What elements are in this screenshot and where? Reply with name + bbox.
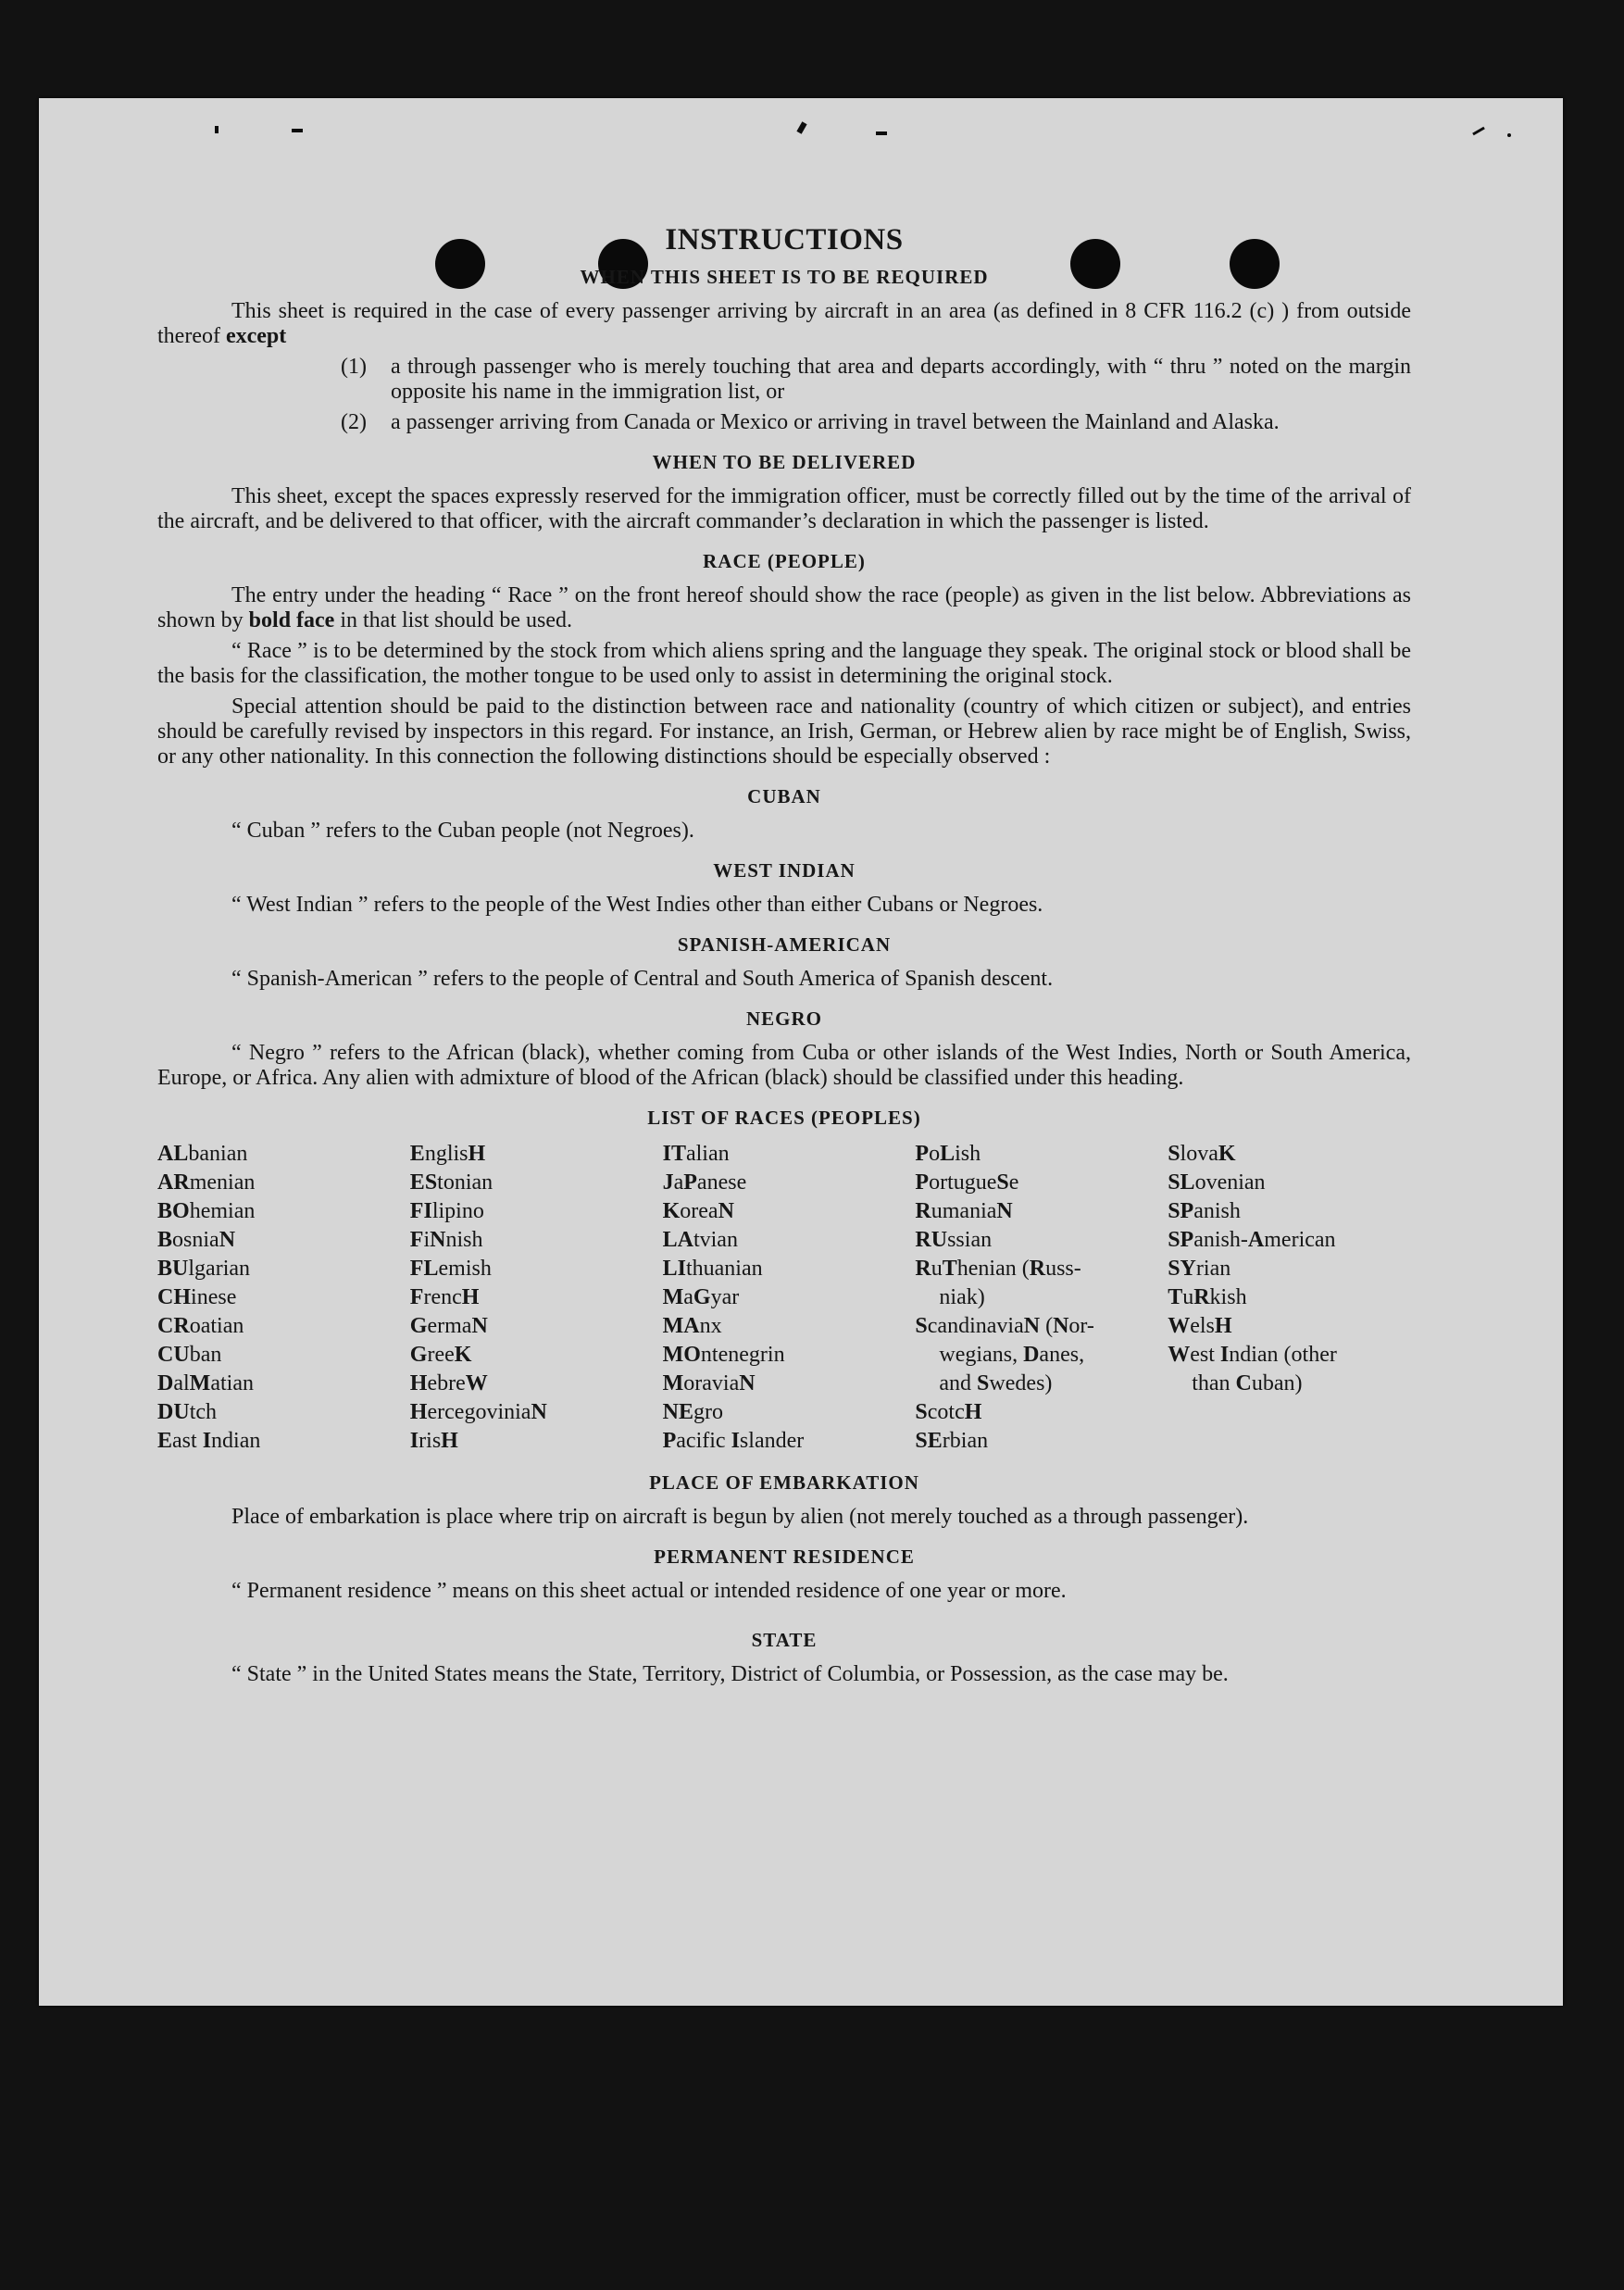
instructions-document xyxy=(157,222,1411,1693)
race-entry: and Swedes) xyxy=(939,1371,1053,1395)
race-entry: BosniaN xyxy=(157,1228,236,1252)
race-entry: SErbian xyxy=(915,1429,989,1453)
exception-item-2 xyxy=(157,410,1411,435)
race-entry: FIlipino xyxy=(409,1199,484,1223)
ink-mark xyxy=(796,121,806,133)
race-entry: ScandinaviaN (Nor- xyxy=(915,1314,1094,1338)
exception-item-1 xyxy=(157,355,1411,405)
race-entry: ALbanian xyxy=(157,1142,248,1166)
race-entry: East Indian xyxy=(157,1429,261,1453)
race-entry: FrencH xyxy=(409,1285,480,1309)
race-entry: niak) xyxy=(939,1285,985,1309)
races-column-2 xyxy=(410,1140,654,1456)
ink-mark xyxy=(876,131,887,135)
race-entry: IrisH xyxy=(409,1429,458,1453)
section-heading-embarkation: PLACE OF EMBARKATION xyxy=(649,1471,919,1494)
race-entry: MAnx xyxy=(662,1314,722,1338)
section-heading-when-delivered: WHEN TO BE DELIVERED xyxy=(652,451,917,473)
races-column-4 xyxy=(915,1140,1158,1456)
section-heading-list-of-races: LIST OF RACES (PEOPLES) xyxy=(647,1107,921,1129)
when-required-intro: This sheet is required in the case of every passenger arriving by aircraft in an area (as defined in 8 CFR 116.2 (c) ) from outside thereof except xyxy=(157,299,1411,348)
race-entry: CUban xyxy=(157,1343,222,1367)
west-indian-text: “ West Indian ” refers to the people of the West Indies other than either Cubans or Negroes. xyxy=(231,893,1043,917)
race-entry: SlovaK xyxy=(1168,1142,1236,1166)
ink-mark xyxy=(215,126,219,133)
race-entry: West Indian (other xyxy=(1168,1343,1337,1367)
section-heading-spanish-american: SPANISH-AMERICAN xyxy=(677,933,892,956)
races-column-1 xyxy=(157,1140,401,1456)
race-entry: FLemish xyxy=(409,1257,492,1281)
race-entry: TuRkish xyxy=(1168,1285,1247,1309)
race-entry: EnglisH xyxy=(409,1142,486,1166)
race-entry: SPanish-American xyxy=(1168,1228,1336,1252)
race-entry: wegians, Danes, xyxy=(939,1343,1085,1367)
exception-number: (1) xyxy=(341,355,367,379)
race-entry: KoreaN xyxy=(662,1199,734,1223)
races-column-3 xyxy=(663,1140,906,1456)
race-entry: HebreW xyxy=(409,1371,488,1395)
state-text: “ State ” in the United States means the State, Territory, District of Columbia, or Possession, as the case may be. xyxy=(231,1662,1229,1686)
section-heading-cuban: CUBAN xyxy=(747,785,821,807)
race-entry: MaGyar xyxy=(662,1285,740,1309)
when-delivered-text: This sheet, except the spaces expressly reserved for the immigration officer, must be correctly filled out by the time of the arrival of the aircraft, and be delivered to that officer, with the aircraft commander’s declaration in which the passenger is listed. xyxy=(157,484,1411,533)
race-entry: MoraviaN xyxy=(662,1371,756,1395)
ink-mark xyxy=(1507,133,1511,137)
ink-mark xyxy=(292,129,303,132)
race-entry: PoLish xyxy=(915,1142,981,1166)
embarkation-text: Place of embarkation is place where trip on aircraft is begun by alien (not merely touched as a through passenger). xyxy=(231,1505,1249,1529)
race-entry: WelsH xyxy=(1168,1314,1232,1338)
section-heading-state: STATE xyxy=(751,1629,818,1651)
race-entry: LIthuanian xyxy=(662,1257,763,1281)
race-entry: RUssian xyxy=(915,1228,993,1252)
race-entry: Pacific Islander xyxy=(662,1429,805,1453)
race-entry: SLovenian xyxy=(1168,1170,1266,1195)
race-entry: MOntenegrin xyxy=(662,1343,785,1367)
race-entry: ARmenian xyxy=(157,1170,256,1195)
race-entry: EStonian xyxy=(409,1170,493,1195)
race-paragraph-2: “ Race ” is to be determined by the stock from which aliens spring and the language they speak. The original stock or blood shall be the basis for the classification, the mother tongue to be used only to assist in determining the original stock. xyxy=(157,639,1411,688)
race-entry: CRoatian xyxy=(157,1314,244,1338)
negro-text: “ Negro ” refers to the African (black), whether coming from Cuba or other islands of the West Indies, North or South America, Europe, or Africa. Any alien with admixture of blood of the African (black) should be classified under this heading. xyxy=(157,1041,1411,1090)
section-heading-negro: NEGRO xyxy=(745,1007,822,1030)
race-entry: LAtvian xyxy=(662,1228,738,1252)
residence-text: “ Permanent residence ” means on this sheet actual or intended residence of one year or more. xyxy=(231,1579,1067,1603)
cuban-text: “ Cuban ” refers to the Cuban people (not Negroes). xyxy=(231,819,694,843)
races-column-5 xyxy=(1168,1140,1411,1456)
race-entry: CHinese xyxy=(157,1285,237,1309)
race-entry: SYrian xyxy=(1168,1257,1231,1281)
race-entry: GermaN xyxy=(409,1314,488,1338)
spanish-american-text: “ Spanish-American ” refers to the people of Central and South America of Spanish descent. xyxy=(231,967,1054,991)
ink-mark xyxy=(1472,127,1485,136)
race-entry: ITalian xyxy=(662,1142,730,1166)
race-entry: PortugueSe xyxy=(915,1170,1019,1195)
race-entry: BOhemian xyxy=(157,1199,256,1223)
section-heading-residence: PERMANENT RESIDENCE xyxy=(654,1545,915,1568)
exception-text: a through passenger who is merely touching that area and departs accordingly, with “ thru ” noted on the margin opposite his name in the immigration list, or xyxy=(391,355,1411,404)
race-entry: than Cuban) xyxy=(1192,1371,1303,1395)
exception-number: (2) xyxy=(341,410,367,434)
race-entry: FiNnish xyxy=(409,1228,483,1252)
race-entry: NEgro xyxy=(662,1400,723,1424)
race-entry: JaPanese xyxy=(662,1170,747,1195)
race-entry: RuThenian (Russ- xyxy=(915,1257,1081,1281)
exception-text: a passenger arriving from Canada or Mexico or arriving in travel between the Mainland and Alaska. xyxy=(391,410,1280,434)
races-list xyxy=(157,1140,1411,1456)
race-entry: HercegoviniaN xyxy=(409,1400,547,1424)
race-entry: RumaniaN xyxy=(915,1199,1013,1223)
race-entry: DalMatian xyxy=(157,1371,254,1395)
race-entry: ScotcH xyxy=(915,1400,982,1424)
page-title: INSTRUCTIONS xyxy=(665,223,904,257)
race-entry: SPanish xyxy=(1168,1199,1241,1223)
race-entry: GreeK xyxy=(409,1343,472,1367)
section-heading-race: RACE (PEOPLE) xyxy=(703,550,866,572)
race-entry: BUlgarian xyxy=(157,1257,251,1281)
section-heading-west-indian: WEST INDIAN xyxy=(713,859,856,882)
race-entry: DUtch xyxy=(157,1400,218,1424)
section-heading-when-required: WHEN THIS SHEET IS TO BE REQUIRED xyxy=(580,266,989,288)
race-paragraph-3: Special attention should be paid to the distinction between race and nationality (country of which citizen or subject), and entries should be carefully revised by inspectors in this regard. For instance, an Irish, German, or Hebrew alien by race might be of English, Swiss, or any other nationality. In this connection the following distinctions should be especially observed : xyxy=(157,695,1411,769)
race-paragraph-1: The entry under the heading “ Race ” on the front hereof should show the race (people) as given in the list below. Abbreviations as shown by bold face in that list should be used. xyxy=(157,583,1411,632)
